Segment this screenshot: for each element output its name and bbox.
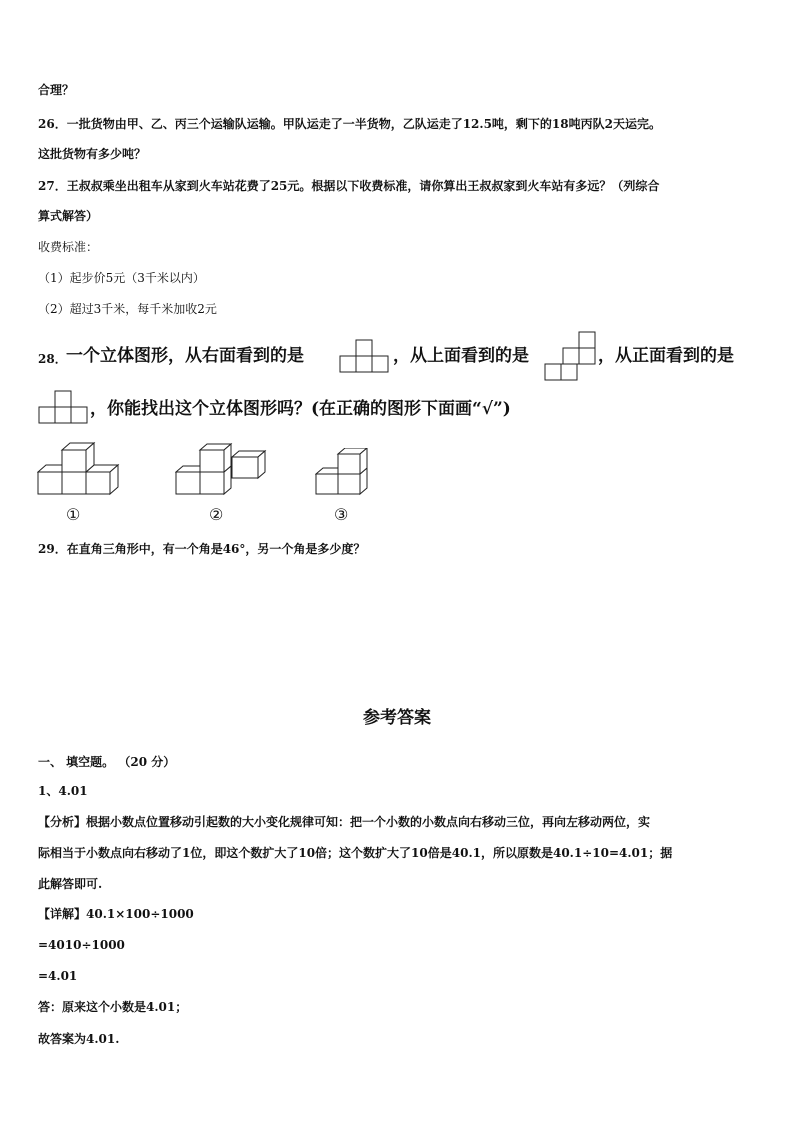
answers-section: 一、 填空题。 （20 分） xyxy=(38,755,176,769)
detail-line-3: =4.01 xyxy=(38,969,78,983)
fragment-line: 合理？ xyxy=(38,83,75,97)
q27-line1: 27．王叔叔乘坐出租车从家到火车站花费了25元。根据以下收费标准，请你算出王叔叔家到火车站有多远？（列综合 xyxy=(38,179,660,193)
option-2-label[interactable]: ② xyxy=(209,505,224,524)
answers-title: 参考答案 xyxy=(363,708,431,728)
final-line: 故答案为4.01. xyxy=(38,1032,120,1046)
q27-line2: 算式解答） xyxy=(38,209,99,223)
right-view-figure xyxy=(339,338,391,374)
q26-line1: 26．一批货物由甲、乙、丙三个运输队运输。甲队运走了一半货物，乙队运走了12.5吨，剩下的18吨丙队2天运完。 xyxy=(38,117,661,131)
q28-text-a: 一个立体图形，从右面看到的是 xyxy=(66,346,304,366)
q28-text-c: ，从正面看到的是 xyxy=(598,346,734,366)
option-1-label[interactable]: ① xyxy=(66,505,81,524)
q28-text-d: ，你能找出这个立体图形吗？(在正确的图形下面画“√”) xyxy=(90,399,511,419)
front-view-figure xyxy=(38,389,90,425)
q28-text-b: ，从上面看到的是 xyxy=(393,346,529,366)
q26-line2: 这批货物有多少吨？ xyxy=(38,147,147,161)
fee-rule-1: （1）起步价5元（3千米以内） xyxy=(38,271,205,285)
analysis-line-3: 此解答即可. xyxy=(38,877,103,891)
top-view-figure xyxy=(544,330,598,384)
q28-number: 28． xyxy=(38,352,67,366)
analysis-line-2: 际相当于小数点向右移动了1位，即这个数扩大了10倍；这个数扩大了10倍是40.1，所以原数是40.1÷10=4.01；据 xyxy=(38,846,673,860)
answer-item-1: 1、4.01 xyxy=(38,784,88,798)
detail-line-1: 【详解】40.1×100÷1000 xyxy=(38,907,194,921)
option-3-label[interactable]: ③ xyxy=(334,505,349,524)
detail-line-2: =4010÷1000 xyxy=(38,938,125,952)
analysis-line-1: 【分析】根据小数点位置移动引起数的大小变化规律可知：把一个小数的小数点向右移动三位，再向左移动两位，实 xyxy=(38,815,651,829)
fee-rule-2: （2）超过3千米，每千米加收2元 xyxy=(38,302,217,316)
option-1-figure xyxy=(37,438,127,498)
q29-line1: 29．在直角三角形中，有一个角是46°，另一个角是多少度？ xyxy=(38,542,366,556)
option-2-figure xyxy=(175,438,270,498)
fee-title: 收费标准： xyxy=(38,240,99,254)
option-3-figure xyxy=(315,448,385,498)
answer-line: 答：原来这个小数是4.01； xyxy=(38,1000,188,1014)
